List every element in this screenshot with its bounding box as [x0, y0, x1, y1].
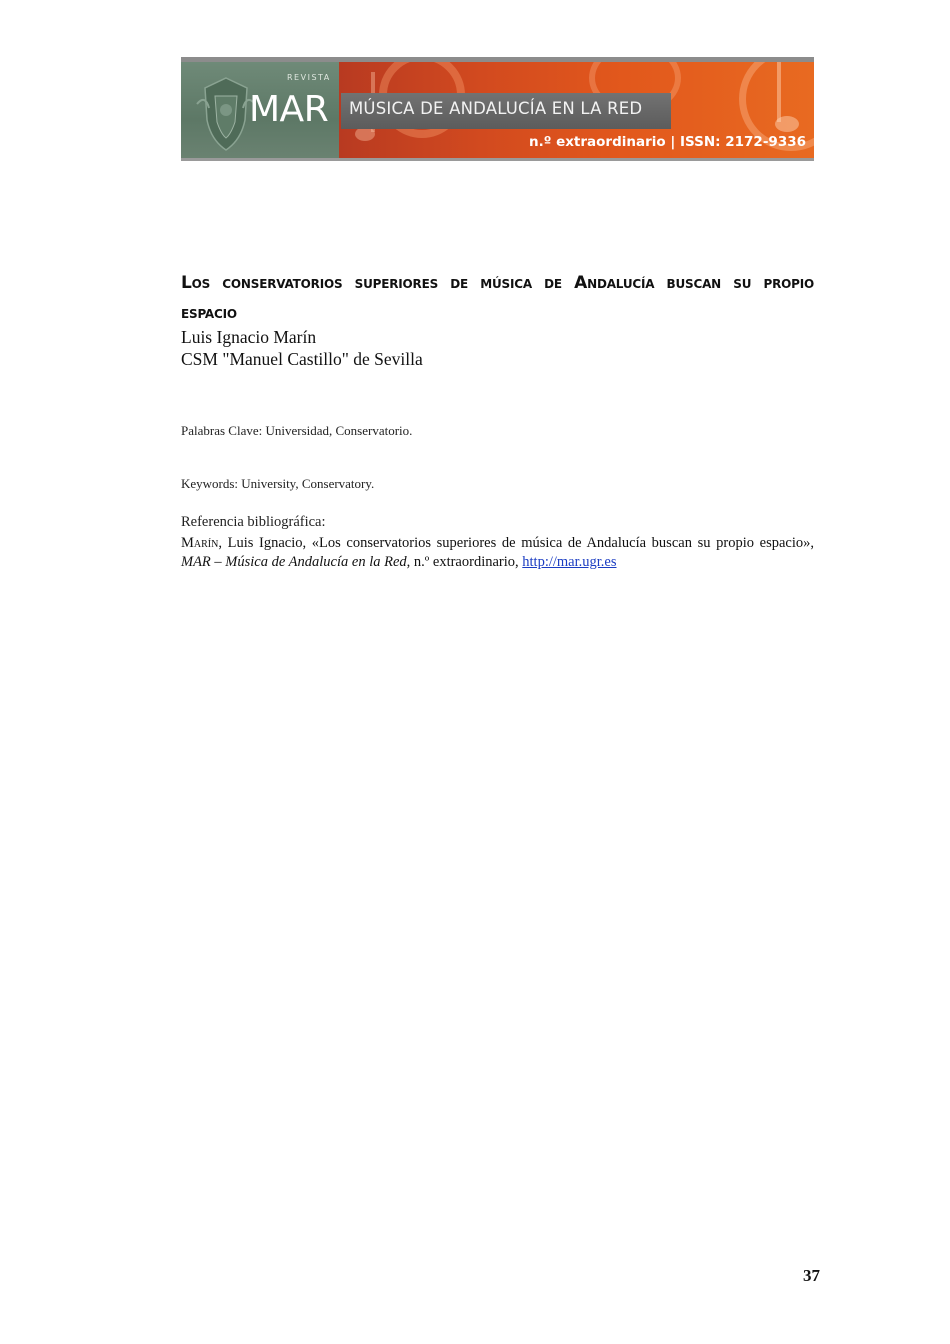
page-number: 37: [803, 1266, 820, 1285]
reference-issue: , n.º extraordinario,: [406, 554, 523, 570]
author-institution: CSM "Manuel Castillo" de Sevilla: [181, 349, 423, 369]
journal-banner: [181, 57, 814, 161]
reference-journal: MAR – Música de Andalucía en la Red: [181, 554, 407, 570]
reference-heading: Referencia bibliográfica:: [181, 514, 326, 530]
reference-url-link[interactable]: http://mar.ugr.es: [522, 554, 617, 570]
author-name: Luis Ignacio Marín: [181, 327, 317, 347]
banner-mar-logo: MAR: [249, 89, 329, 130]
reference-text: , Luis Ignacio, «Los conservatorios superiores de música de Andalucía buscan su propio espacio»,: [218, 535, 814, 551]
banner-subtitle: MÚSICA DE ANDALUCÍA EN LA RED: [349, 99, 643, 118]
keywords: Keywords: University, Conservatory.: [181, 476, 375, 491]
reference-author-surname: Marín: [181, 535, 219, 551]
banner-title-bar: [341, 93, 671, 129]
article-title: Los conservatorios superiores de música de Andalucía buscan su propio espacio: [181, 273, 814, 323]
palabras-clave: Palabras Clave: Universidad, Conservatorio.: [181, 423, 413, 438]
banner-bottom-border: [181, 158, 814, 161]
banner-revista-label: REVISTA: [287, 73, 331, 82]
bibliographic-reference: [181, 534, 814, 572]
banner-issue-info: n.º extraordinario | ISSN: 2172-9336: [529, 134, 806, 150]
banner-left-panel: [181, 62, 339, 158]
